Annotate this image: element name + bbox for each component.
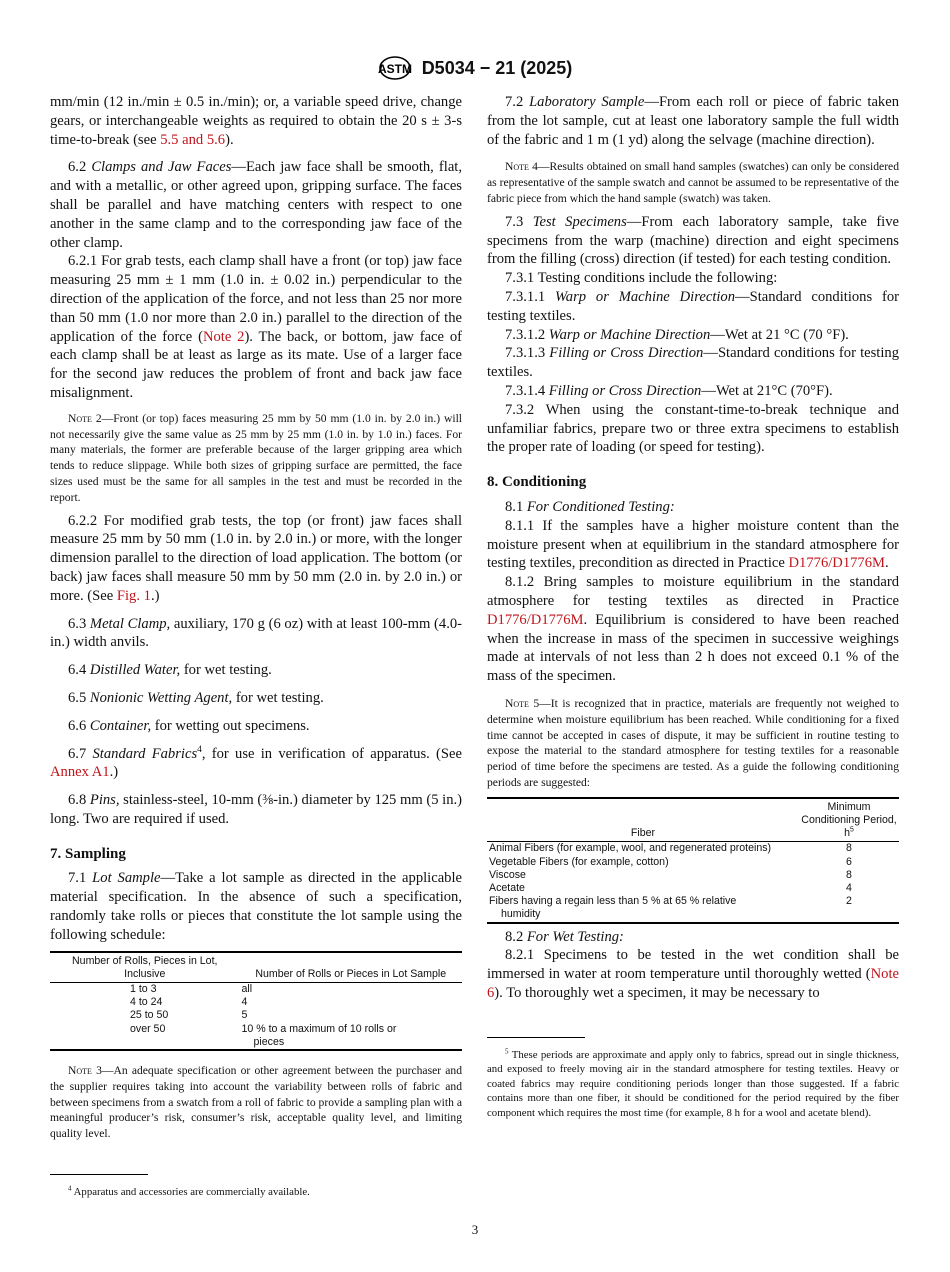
note-3: Note 3—An adequate specification or other agreement between the purchaser and the supplier requires taking into account the variability between rolls of fabric and between specimens from a swatch from a roll of fabric to provide a sampling plan with a meaningful producer’s risk, consumer’s risk, acceptable quality level, and limiting quality level.	[50, 1064, 463, 1141]
table-row: 1 to 3 all	[130, 983, 253, 996]
section-heading-sampling: 7. Sampling	[50, 845, 126, 862]
section-8-1-1: 8.1.1 If the samples have a higher moisture content than the moisture present when at equilibrium in the standard atmosphere for testing textiles, precondition as directed in Practice D1776/D1776M.	[487, 517, 899, 572]
table-row: over 50 10 % to a maximum of 10 rolls or pieces	[50, 1023, 462, 1050]
left-column	[50, 93, 462, 1200]
section-6-7: 6.7 Standard Fabrics$^4$, for use in verification of apparatus. (See Annex A1.)	[50, 744, 462, 781]
footnote-divider	[50, 1174, 148, 1175]
section-6-6: 6.6 Container, for wetting out specimens.	[68, 717, 310, 734]
section-8-2-1: 8.2.1 Specimens to be tested in the wet condition shall be immersed in water at room temperature until thoroughly wetted (Note 6). To thoroughly wet a specimen, it may be necessary to	[487, 947, 899, 1001]
link-d1776[interactable]: D1776/D1776M	[788, 555, 885, 572]
svg-text:ASTM: ASTM	[377, 62, 412, 76]
section-7-3-1-1: 7.3.1.1 Warp or Machine Direction—Standard conditions for testing textiles.	[487, 288, 900, 324]
link-fig-1[interactable]: Fig. 1	[116, 587, 151, 604]
section-7-3-1-3: 7.3.1.3 Filling or Cross Direction—Standard conditions for testing textiles.	[487, 345, 899, 381]
section-6-2-2: 6.2.2 For modified grab tests, the top (or front) jaw faces shall measure 25 mm by 50 mm (1.0 in. by 2.0 in.) or more, with the longer dimension parallel to the direction of load application. The bottom (or back) jaw faces shall measure 50 mm by 50 mm (2.0 in. by 2.0 in.) or more. (See Fig. 1.)	[50, 512, 462, 604]
footnote-ref-4: 4	[197, 744, 202, 755]
table-row: Vegetable Fibers (for example, cotton) 6	[489, 855, 852, 868]
section-7-3-1: 7.3.1 Testing conditions include the following:	[505, 270, 778, 287]
footnote-4: $^4$ Apparatus and accessories are commercially available.	[68, 1184, 310, 1199]
section-6-2-1: 6.2.1 For grab tests, each clamp shall have a front (or top) jaw face measuring 25 mm ± 1 mm (1.0 in. ± 0.02 in.) perpendicular to the direction of the application of the force, and not less than 25 nor more than 50 mm (1.0 nor more than 2.0 in.) parallel to the direction of the application of the force (Note 2). The back, or bottom, jaw face of each clamp shall be at least as large as its mate. Use of a larger face for the second jaw reduces the problem of front and back jaw face misalignment.	[50, 253, 462, 401]
section-7-3-2: 7.3.2 When using the constant-time-to-break technique and unfamiliar fabrics, prepare two or three extra specimens to establish the proper rate of loading (or speed for testing).	[487, 401, 899, 456]
section-7-1: 7.1 Lot Sample—Take a lot sample as directed in the applicable material specification. In the absence of such a specification, randomly take rolls or pieces that constitute the lot sample using the following schedule:	[50, 870, 463, 943]
table-row: 4 to 24 4	[130, 996, 248, 1009]
section-8-1-2: 8.1.2 Bring samples to moisture equilibrium in the standard atmosphere for testing textiles as directed in Practice D1776/D1776M. Equilibrium is considered to have been reached when the increase in mass of the specimen in successive weighings made at intervals of not less than 2 h does not exceed 0.1 % of the mass of the specimen.	[487, 574, 899, 685]
table-header: Number of Rolls or Pieces in Lot Sample	[255, 967, 447, 980]
table-row: Animal Fibers (for example, wool, and regenerated proteins) 8	[489, 842, 852, 855]
section-8-2: 8.2 For Wet Testing:	[505, 928, 624, 945]
astm-logo-icon	[378, 54, 412, 82]
section-heading-conditioning: 8. Conditioning	[487, 474, 587, 491]
link-d1776[interactable]: D1776/D1776M	[487, 611, 584, 628]
table-row: 25 to 50 5	[130, 1009, 248, 1022]
footnote-divider	[487, 1037, 585, 1038]
note-4: Note 4—Results obtained on small hand samples (swatches) can only be considered as representative of the sample swatch and cannot be assumed to be representative of the fabric piece from which the hand sample (swatch) was taken.	[487, 160, 899, 205]
section-6-5: 6.5 Nonionic Wetting Agent, for wet testing.	[68, 689, 324, 706]
table-row: Viscose 8	[489, 868, 852, 881]
link-note-6[interactable]: Note 6	[487, 966, 899, 1001]
note-2: Note 2—Front (or top) faces measuring 25 mm by 50 mm (1.0 in. by 2.0 in.) will not necessarily give the same value as 25 mm by 25 mm (1.0 in. by 1.0 in.) faces. For many materials, the former are preferable because of the larger gripping area which tends to reduce slippage. While both sizes of gripping surface are permitted, the face sizes used must be the same for all samples in the test and must be recorded in the report.	[50, 411, 463, 504]
table-header: Minimum Conditioning Period, $h^5$	[801, 800, 897, 840]
section-7-3-1-2: 7.3.1.2 Warp or Machine Direction—Wet at 21 °C (70 °F).	[505, 326, 849, 343]
page-header	[0, 54, 950, 84]
note-5: Note 5—It is recognized that in practice, materials are frequently not weighed to determine when moisture equilibrium has been reached. While conditioning for a fixed time cannot be accepted in cases of dispute, it may be sufficient in routine testing to expose the material to the standard atmosphere for testing textiles for a reasonable period of time before the specimens are tested. As a guide the following conditioning periods are suggested:	[487, 696, 900, 789]
table-row: Acetate 4	[489, 881, 852, 894]
conditioning-period-table	[487, 797, 899, 924]
section-6-4: 6.4 Distilled Water, for wet testing.	[68, 662, 272, 679]
table-header: Number of Rolls, Pieces in Lot, Inclusive	[72, 954, 218, 980]
document-designation: D5034 − 21 (2025)	[421, 57, 573, 78]
section-7-3-1-4: 7.3.1.4 Filling or Cross Direction—Wet at 21°C (70°F).	[505, 382, 833, 399]
section-7-3: 7.3 Test Specimens—From each laboratory sample, take five specimens from the warp (machine) direction and eight specimens from the filling (cross) direction (if tested) for each testing condition.	[487, 213, 900, 268]
section-6-2: 6.2 Clamps and Jaw Faces—Each jaw face shall be smooth, flat, and with a metallic, or other agreed upon, gripping surface. The faces shall be parallel and have matching centers with respect to one another in the same clamp and to the corresponding jaw face of the other clamp.	[50, 159, 463, 251]
paragraph-6-1-continued: mm/min (12 in./min ± 0.5 in./min); or, a variable speed drive, change gears, or interchangeable weights as required to obtain the 20 s ± 3-s time-to-break (see 5.5 and 5.6).	[50, 94, 462, 148]
lot-sample-table	[50, 951, 462, 1051]
right-column	[487, 93, 899, 1121]
table-row: Fibers having a regain less than 5 % at 65 % relative humidity 2	[487, 895, 899, 922]
section-6-8: 6.8 Pins, stainless-steel, 10-mm (⅜-in.) diameter by 125 mm (5 in.) long. Two are required if used.	[50, 792, 463, 827]
section-8-1: 8.1 For Conditioned Testing:	[505, 498, 675, 515]
section-6-3: 6.3 Metal Clamp, auxiliary, 170 g (6 oz) with at least 100-mm (4.0-in.) width anvils.	[50, 615, 462, 651]
section-7-2: 7.2 Laboratory Sample—From each roll or piece of fabric taken from the lot sample, cut at least one laboratory sample the full width of the fabric and 1 m (1 yd) along the selvage (machine direction).	[487, 94, 900, 148]
link-note-2[interactable]: Note 2	[202, 328, 245, 345]
footnote-5: $^5$ These periods are approximate and apply only to fabrics, spread out in single thickness, and exposed to freely moving air in the standard atmosphere for testing textiles. Heavy or coated fabrics may require conditioning periods longer than those suggested. If a fabric contains more than one fiber, it should be conditioned for the period required by the fiber component which requires the most time (for example, 8 h for a wool and acetate blend).	[487, 1047, 899, 1120]
link-sections-5-5-5-6[interactable]: 5.5 and 5.6	[160, 131, 226, 148]
page-number: 3	[471, 1222, 479, 1237]
link-annex-a1[interactable]: Annex A1	[50, 764, 110, 781]
table-header: Fiber	[630, 827, 656, 840]
